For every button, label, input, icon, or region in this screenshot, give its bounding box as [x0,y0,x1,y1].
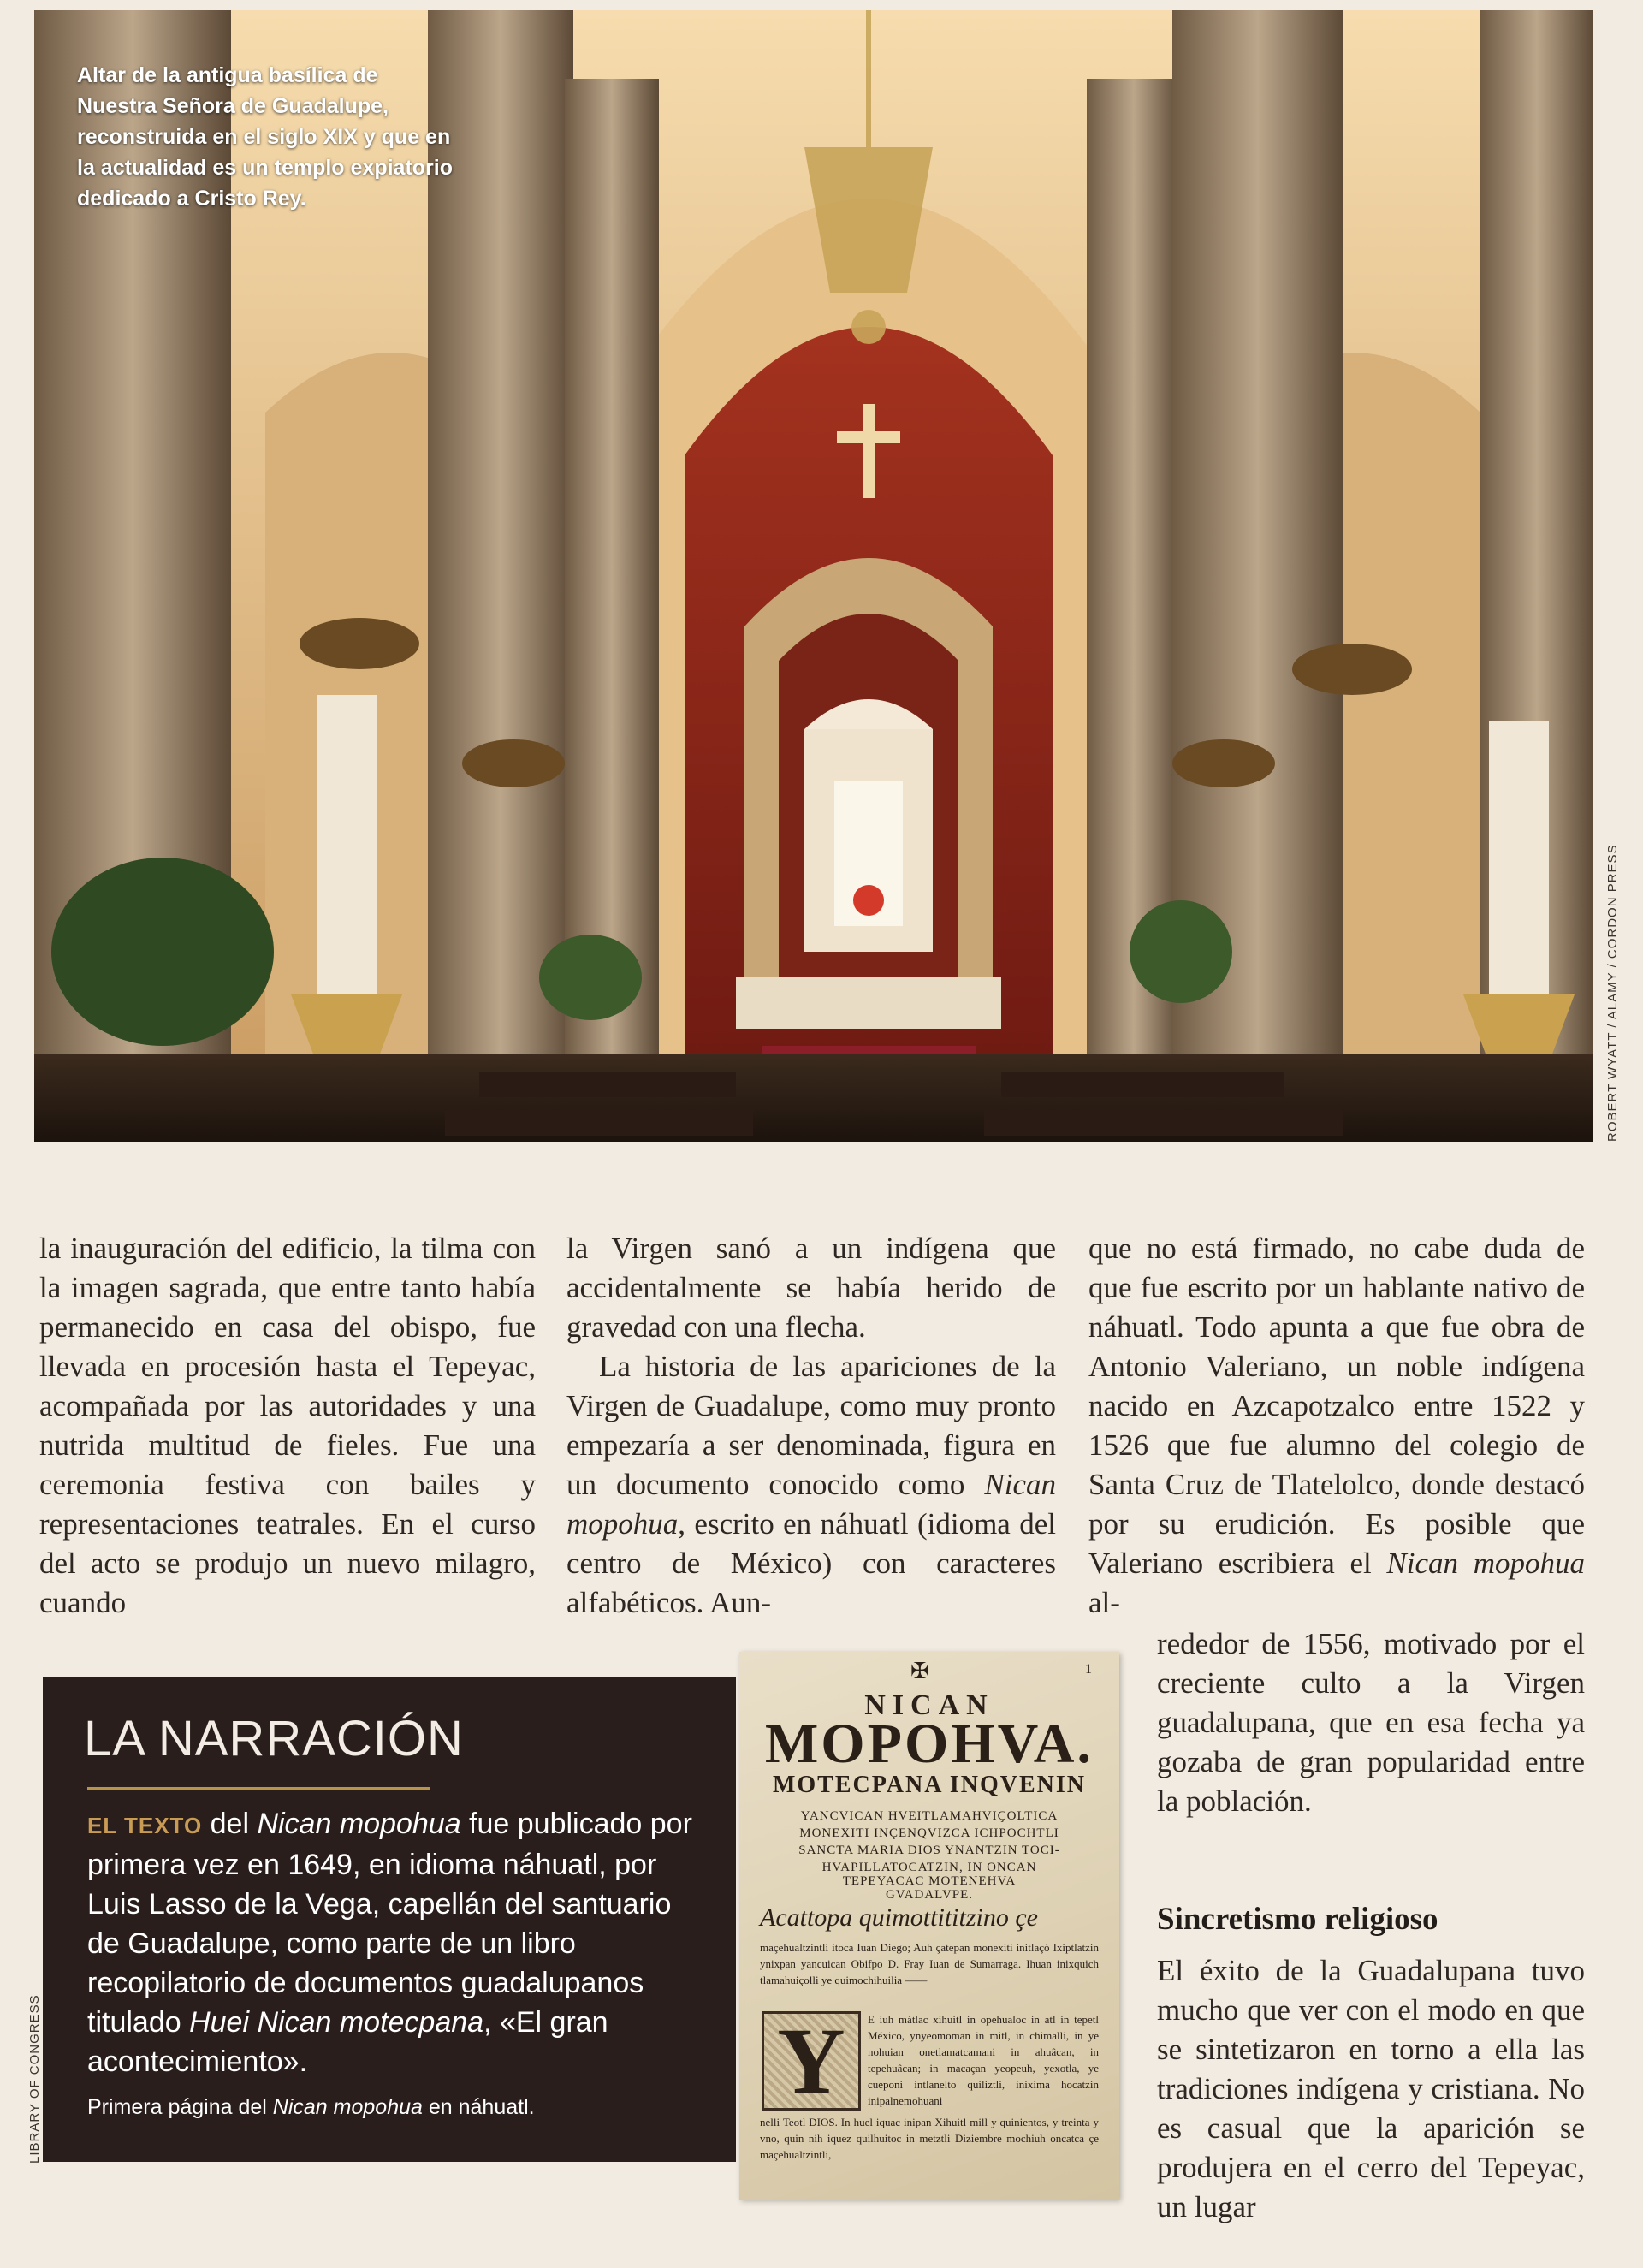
paragraph: la inauguración del edificio, la tilma con la imagen sagrada, que entre tanto había permanecido en casa del obispo, fue llevada en procesión hasta el Tepeyac, acompañada por las autoridades y una nutrida multitud de fieles. Fue una ceremonia festiva con bailes y representaciones teatrales. En el curso del acto se produjo un nuevo milagro, cuando [39,1232,536,1619]
body-column-3-continued [1157,1624,1585,1821]
doc-small-line: MONEXITI INÇENQVIZCA ICHPOCHTLI [799,1826,1059,1840]
title-italic: Nican mopohua [566,1468,1056,1541]
sidebar-title: LA NARRACIÓN [84,1711,464,1766]
doc-subtitle: Acattopa quimottititzino çe [760,1903,1038,1932]
basilica-photo [34,10,1593,1142]
doc-small-line: SANCTA MARIA DIOS YNANTZIN TOCI- [798,1843,1060,1857]
text-run: que no está firmado, no cabe duda de que fue escrito por un hablante nativo de náhuatl. Todo apunta a que fue obra de Antonio Valeriano, un noble indígena nacido en Azcapotzalco entre 1522 y 1526 que fue alumno del colegio de Santa Cruz de Tlatelolco, donde destacó por su erudición. Es posible que Valeriano escribiera el [1088,1232,1585,1580]
title-italic: Nican mopohua [272,2095,423,2119]
body-column-3-section [1157,1898,1585,2227]
text-run: al- [1088,1586,1120,1619]
paragraph: rededor de 1556, motivado por el creciente culto a la Virgen guadalupana, que en esa fecha ya gozaba de gran popularidad entre la población. [1157,1627,1585,1818]
sidebar-box [43,1677,736,2162]
title-italic: Nican mopohua [257,1808,461,1840]
document-credit: LIBRARY OF CONGRESS [27,1994,42,2164]
doc-title-line-3: MOTECPANA INQVENIN [772,1772,1087,1798]
doc-small-line: GVADALVPE. [885,1888,974,1902]
section-subheading: Sincretismo religioso [1157,1902,1438,1937]
doc-paragraph: nelli Teotl DIOS. In huel iquac inipan Xihuitl mill y quinientos, y treinta y vno, quin nih iquez quilhuitoc in metztli Diziembre mochiuh oncatca çe maçehualtzintli, [760,2116,1099,2161]
doc-title-line-2: MOPOHVA. [765,1713,1094,1775]
paragraph: El éxito de la Guadalupana tuvo mucho que ver con el modo en que se sintetizaron en torno a ella las tradiciones indígena y cristiana. No es casual que la aparición se produjera en el cerro del Tepeyac, un lugar [1157,1954,1585,2223]
text-run: fue publicado por primera vez en 1649, en idioma náhuatl, por Luis Lasso de la Vega, capellán del santuario de Guadalupe, como parte de un libro recopilatorio de documentos guadalupanos titulado [87,1808,692,2039]
document-caption [87,2095,535,2120]
text-run: , escrito en náhuatl (idioma del centro de México) con caracteres alfabéticos. Aun- [566,1507,1056,1619]
sidebar-rule [87,1787,430,1790]
title-italic: Nican mopohua [1386,1547,1585,1580]
text-run: en náhuatl. [422,2095,535,2119]
cross-ornament-icon: ✠ [910,1659,929,1683]
photo-credit: ROBERT WYATT / ALAMY / CORDON PRESS [1605,844,1620,1142]
paragraph [1088,1229,1585,1623]
doc-small-line: YANCVICAN HVEITLAMAHVIÇOLTICA [800,1809,1059,1823]
sidebar-text [87,1804,703,2081]
sidebar-lead: EL TEXTO [87,1813,203,1838]
text-run: Primera página del [87,2095,273,2119]
text-run: La historia de las apariciones de la Virgen de Guadalupe, como muy pronto empezaría a ser denominada, figura en un documento conocido como [566,1350,1056,1501]
body-column-2 [566,1229,1056,1623]
paragraph [566,1347,1056,1623]
body-column-3 [1088,1229,1585,1623]
doc-small-line: HVAPILLATOCATZIN, IN ONCAN [822,1861,1037,1874]
doc-paragraph: E iuh màtlac xihuitl in opehualoc in atl in tepetl México, ynyeomoman in mitl, in chimalli, in ye nohuian onetlamatcamani in ahuâcan, in tepehuâcan; in macaçan yeopeuh, yexotla, ye cueponi intlanelto quiliztli, inixima hocatzin inipalnemohuani [868,2013,1099,2107]
text-run: , «El gran acontecimiento». [87,2006,608,2078]
nican-mopohua-page [739,1652,1119,2200]
body-column-1 [39,1229,536,1623]
text-run: del [202,1808,258,1840]
doc-drop-initial: Y [762,2011,861,2111]
page-number: 1 [1085,1662,1092,1677]
doc-title-line-1: NICAN [864,1689,994,1721]
paragraph: la Virgen sanó a un indígena que accidentalmente se había herido de gravedad con una flecha. [566,1232,1056,1344]
photo-caption: Altar de la antigua basílica de Nuestra Señora de Guadalupe, reconstruida en el siglo XIX y que en la actualidad es un templo expiatorio dedicado a Cristo Rey. [77,63,453,211]
doc-small-line: TEPEYACAC MOTENEHVA [842,1874,1017,1888]
doc-paragraph: maçehualtzintli itoca Iuan Diego; Auh çatepan monexiti initlaçò Ixiptlatzin ynixpan yancuican Obifpo D. Fray Iuan de Sumarraga. Ihuan inixquich tlamahuiçolli ye quimochihuilia —— [760,1941,1099,1986]
title-italic: Huei Nican motecpana [189,2006,484,2039]
